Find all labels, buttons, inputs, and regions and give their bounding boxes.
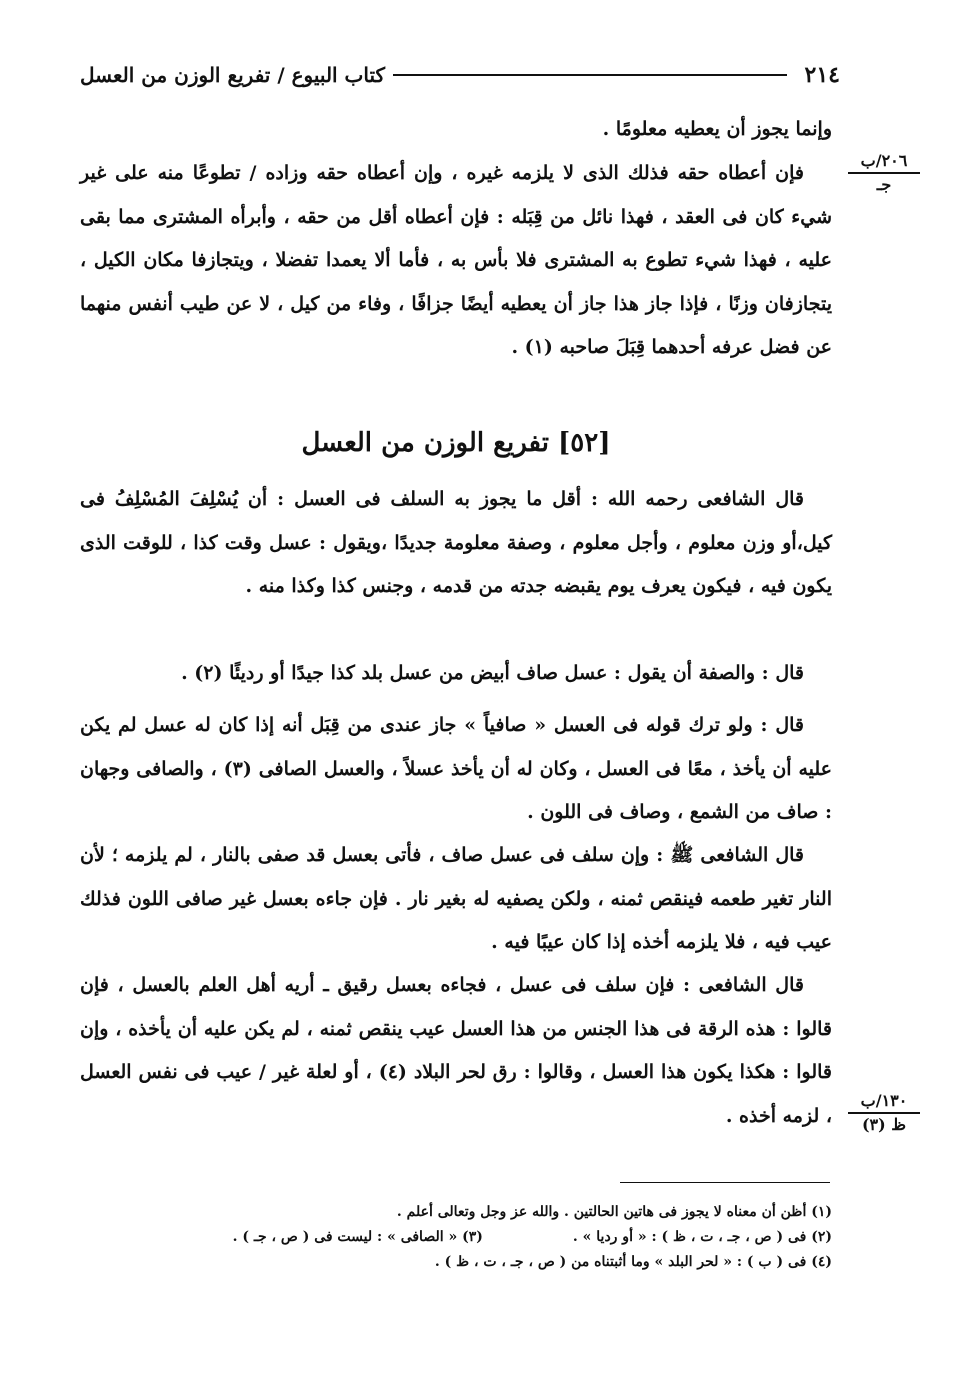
paragraph-5 — [80, 834, 832, 965]
intro-text: وإنما يجوز أن يعطيه معلومًا . — [602, 118, 832, 140]
paragraph-4-lead: قال — [775, 714, 804, 736]
running-title: كتاب البيوع / تفريع الوزن من العسل — [80, 63, 386, 87]
section-heading: [٥٢] تفريع الوزن من العسل — [301, 428, 611, 458]
paragraph-6-lead: قال الشافعى — [698, 974, 804, 996]
paragraph-6-text — [80, 964, 832, 1138]
paragraph-4-text — [80, 704, 832, 835]
footnote-2-text: (٢) فى ( ص ، جـ ، ت ، ظ ) : « أو رديا » . — [572, 1229, 832, 1245]
page-number: ٢١٤ — [804, 62, 840, 88]
margin-note-folio-206b — [848, 152, 920, 194]
header-rule — [393, 74, 787, 76]
footnote-4 — [80, 1250, 832, 1275]
paragraph-5-body: ﷺ : وإن سلف فى عسل صاف ، فأتى بعسل قد صفى بالنار ، لم يلزمه ؛ لأن النار تغير طعمه فينقص ثمنه ، ولكن يصفيه له بغير نار . فإن جاءه بعسل غير صافى اللون فذلك عيب فيه ، فلا يلزمه أخذه إذا كان عيبًا فيه . — [80, 844, 832, 953]
paragraph-2-body: رحمه الله : أقل ما يجوز به السلف فى العسل : أن يُسْلِفَ المُسْلِفُ فى كيل،أو وزن معلوم ، وأجل معلوم ، وصفة معلومة جديدًا ،ويقول : عسل وقت كذا ، للوقت الذى يكون فيه ، فيكون يعرف يوم يقبضه جدته من قدمه ، وجنس كذا وكذا منه . — [80, 488, 832, 597]
paragraph-2 — [80, 478, 832, 609]
margin-note-folio: ٢٠٦/ب — [848, 152, 920, 174]
margin-note-manuscript: ظ (٣) — [861, 1115, 907, 1134]
paragraph-6 — [80, 964, 832, 1138]
paragraph-6-body: : فإن سلف فى عسل ، فجاءه بعسل رقيق ـ أريه أهل العلم بالعسل ، فإن قالوا : هذه الرقة فى هذا الجنس من هذا العسل عيب ينقص ثمنه ، لم يكن عليه أن يأخذه ، وإن قالوا : هكذا يكون هذا العسل ، وقالوا : رق لحر البلاد (٤) ، أو لعلة غير / عيب فى نفس العسل ، لزمه أخذه . — [80, 974, 832, 1127]
margin-note-manuscript: جـ — [876, 175, 892, 194]
paragraph-2-text — [80, 478, 832, 609]
footnotes — [80, 1200, 832, 1275]
footnote-1-text: (١) أظن أن معناه لا يجوز فى هاتين الحالتين . والله عز وجل وتعالى أعلم . — [396, 1204, 832, 1220]
intro-paragraph — [80, 108, 832, 152]
footnote-4-text: (٤) فى ( ب ) : « لحر البلد » وما أثبتناه من ( ص ، جـ ، ت ، ظ ) . — [434, 1254, 832, 1270]
margin-note-folio: ١٣٠/ب — [848, 1092, 920, 1114]
footnote-3-text: (٣) « الصافى » : ليست فى ( ص ، جـ ) . — [232, 1229, 483, 1245]
margin-note-folio-130b — [848, 1092, 920, 1134]
paragraph-1-text: فإن أعطاه حقه فذلك الذى لا يلزمه غيره ، وإن أعطاه حقه وزاده / تطوعًا منه على غير شيء كان فى العقد ، فهذا نائل من قِبَله : فإن أعطاه أقل من حقه ، وأبرأه المشترى مما بقى عليه ، فهذا شيء تطوع به المشترى فلا بأس به ، فأما ألا يعمدا تفضلا ، ويتجازفا مكان الكيل ، يتجازفان وزنًا ، فإذا جاز هذا جاز أن يعطيه أيضًا جزافًا ، وفاء من كيل ، لا عن طيب أنفس منهما عن فضل عرفه أحدهما قِبَلَ صاحبه (١) . — [80, 162, 832, 358]
paragraph-2-lead: قال الشافعى — [697, 488, 804, 510]
paragraph-3-lead: قال — [775, 662, 804, 684]
footnote-rule — [620, 1182, 830, 1183]
paragraph-3-body: : والصفة أن يقول : عسل صاف أبيض من عسل بلد كذا جيدًا أو رديئًا (٢) . — [181, 662, 776, 684]
paragraph-3 — [80, 652, 832, 696]
paragraph-1 — [80, 152, 832, 370]
paragraph-5-lead: قال الشافعى — [700, 844, 804, 866]
footnote-1 — [80, 1200, 832, 1225]
paragraph-4 — [80, 704, 832, 835]
paragraph-5-text — [80, 834, 832, 965]
paragraph-4-body: : ولو ترك قوله فى العسل « صافياً » جاز عندى من قِبَل أنه إذا كان له عسل لم يكن عليه أن يأخذ ، معًا فى العسل ، وكان له أن يأخذ عسلاً ، والعسل الصافى (٣) ، والصافى وجهان : صاف من الشمع ، وصاف فى اللون . — [80, 714, 832, 823]
running-header — [80, 58, 840, 92]
footnote-2-3 — [80, 1225, 832, 1250]
paragraph-3-text — [80, 652, 832, 696]
